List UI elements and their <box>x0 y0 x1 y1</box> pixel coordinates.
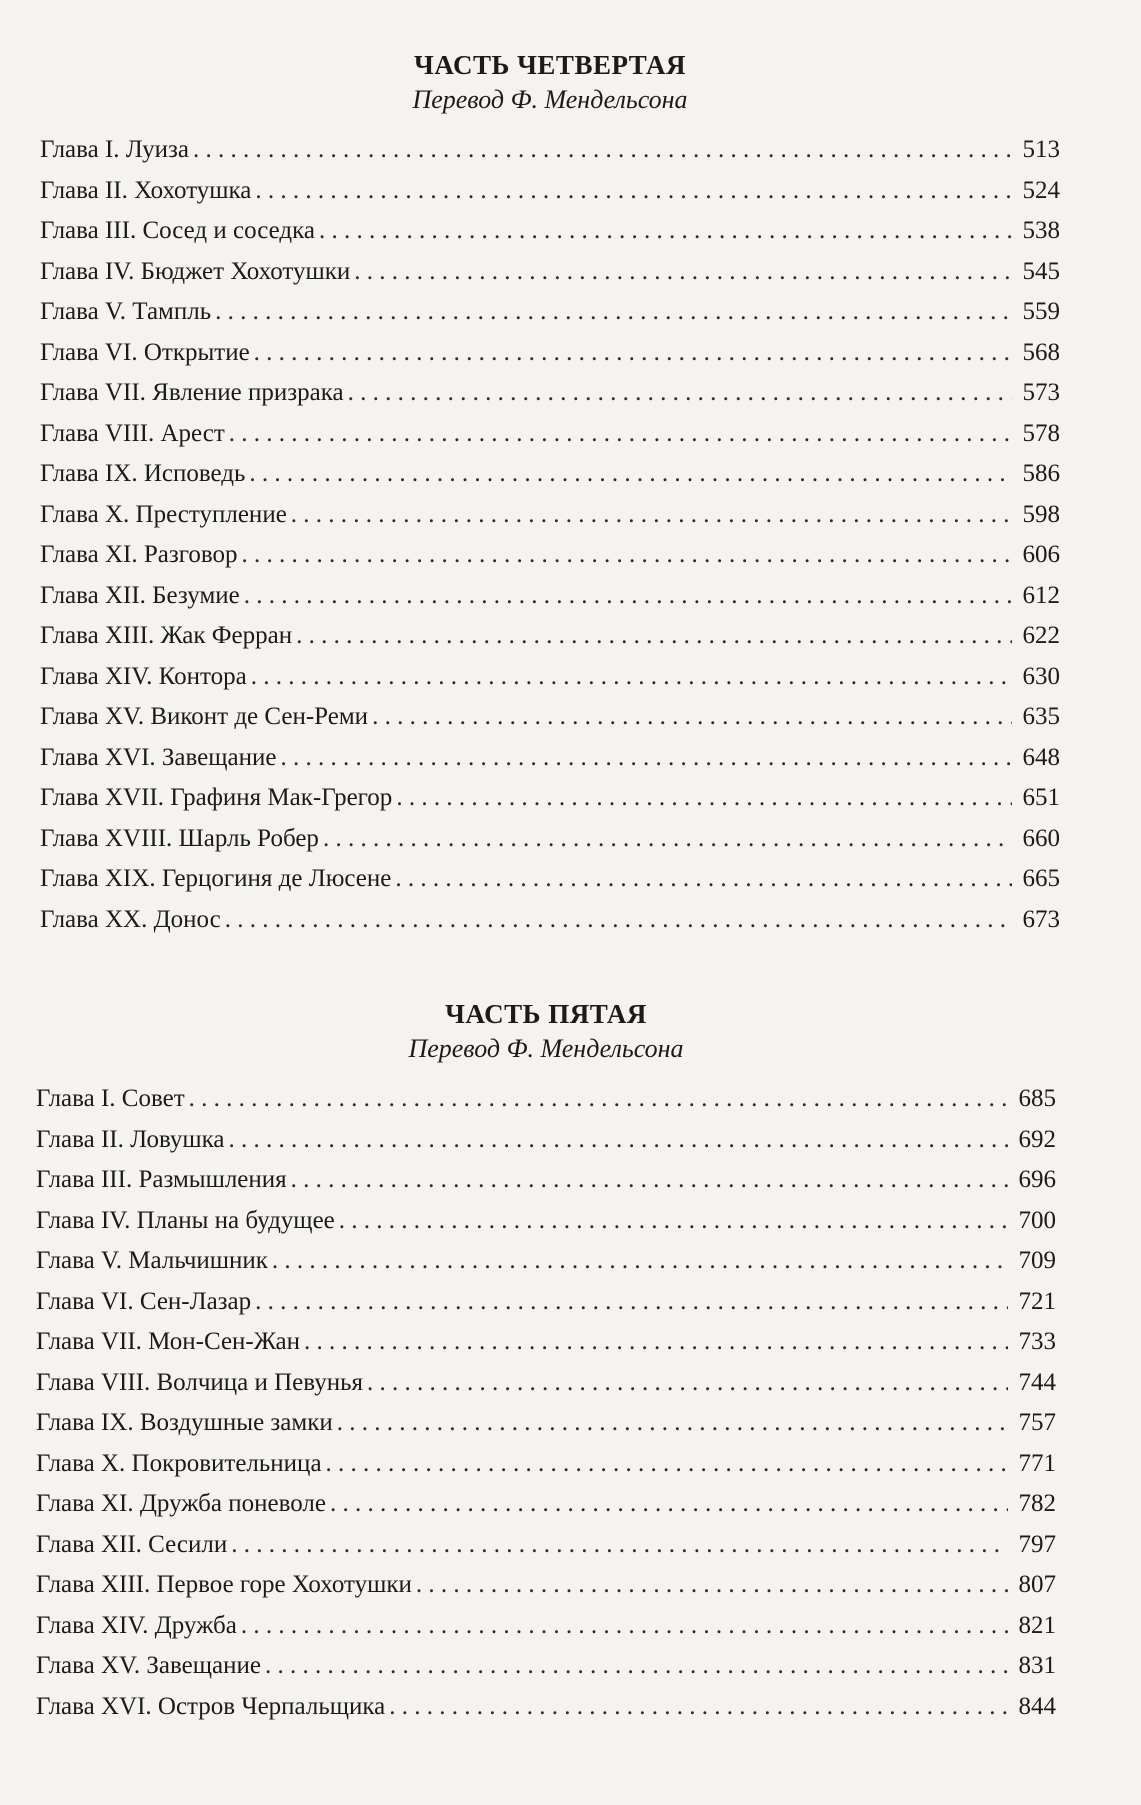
page-number: 757 <box>1018 1409 1056 1436</box>
chapter-title: Глава I. Луиза <box>40 136 189 163</box>
chapter-title: Глава XIV. Контора <box>40 662 247 690</box>
page-number: 545 <box>1022 257 1060 285</box>
page-number: 685 <box>1018 1085 1056 1112</box>
toc-entry <box>36 1565 1056 1606</box>
page-number: 665 <box>1022 865 1060 892</box>
chapter-title: Глава II. Ловушка <box>36 1125 225 1153</box>
chapter-title: Глава VI. Открытие <box>40 338 250 366</box>
toc-entry <box>40 171 1060 212</box>
toc-entry <box>40 454 1060 495</box>
toc-entry <box>36 1444 1056 1485</box>
dot-leader <box>304 1322 1008 1363</box>
dot-leader <box>265 1646 1008 1687</box>
toc-entry <box>40 657 1060 698</box>
part-translator: Перевод Ф. Мендельсона <box>408 1034 684 1063</box>
page-number: 709 <box>1018 1247 1056 1274</box>
dot-leader <box>395 859 1012 900</box>
chapter-title: Глава XVI. Завещание <box>40 743 277 771</box>
page-number: 573 <box>1022 379 1060 406</box>
page-number: 630 <box>1022 662 1060 690</box>
chapter-title: Глава IX. Исповедь <box>40 460 246 487</box>
dot-leader <box>291 495 1012 536</box>
chapter-title: Глава V. Мальчишник <box>36 1247 268 1274</box>
toc-entry <box>40 778 1060 819</box>
toc-entry <box>40 252 1060 293</box>
chapter-title: Глава VIII. Арест <box>40 419 225 447</box>
page-number: 622 <box>1022 622 1060 649</box>
page-number: 586 <box>1022 460 1060 487</box>
chapter-title: Глава XX. Донос <box>40 905 221 933</box>
dot-leader <box>225 900 1012 941</box>
chapter-title: Глава III. Сосед и соседка <box>40 217 315 244</box>
part-title: ЧАСТЬ ЧЕТВЕРТАЯ <box>414 50 686 80</box>
chapter-title: Глава XIX. Герцогиня де Люсене <box>40 865 392 892</box>
toc-entry <box>36 1484 1056 1525</box>
chapter-title: Глава III. Размышления <box>36 1166 287 1193</box>
page-number: 733 <box>1018 1328 1056 1355</box>
toc-entry <box>40 333 1060 374</box>
page-number: 673 <box>1022 905 1060 933</box>
toc-entry <box>36 1525 1056 1566</box>
toc-entry <box>36 1282 1056 1323</box>
dot-leader <box>326 1444 1008 1485</box>
page-number: 700 <box>1018 1206 1056 1234</box>
toc-entry <box>40 576 1060 617</box>
toc-entry <box>40 738 1060 779</box>
chapter-title: Глава XI. Дружба поневоле <box>36 1490 326 1517</box>
chapter-title: Глава IV. Бюджет Хохотушки <box>40 257 351 285</box>
page-number: 844 <box>1018 1692 1056 1720</box>
chapter-title: Глава VII. Явление призрака <box>40 379 344 406</box>
page-number: 692 <box>1018 1125 1056 1153</box>
dot-leader <box>272 1241 1008 1282</box>
toc-entry <box>36 1201 1056 1242</box>
dot-leader <box>249 454 1012 495</box>
chapter-title: Глава XVIII. Шарль Робер <box>40 824 319 852</box>
page-number: 559 <box>1022 298 1060 325</box>
dot-leader <box>396 778 1012 819</box>
toc-entry <box>40 373 1060 414</box>
page-number: 635 <box>1022 703 1060 730</box>
toc-entry <box>40 859 1060 900</box>
dot-leader <box>193 130 1012 171</box>
toc-entry <box>36 1120 1056 1161</box>
chapter-list <box>40 130 1060 940</box>
page-number: 598 <box>1022 500 1060 528</box>
chapter-title: Глава VIII. Волчица и Певунья <box>36 1368 364 1396</box>
dot-leader <box>229 414 1012 455</box>
dot-leader <box>337 1403 1008 1444</box>
page-number: 651 <box>1022 784 1060 811</box>
toc-entry <box>40 414 1060 455</box>
chapter-title: Глава XII. Безумие <box>40 581 240 609</box>
dot-leader <box>189 1079 1008 1120</box>
dot-leader <box>367 1363 1008 1404</box>
toc-entry <box>40 130 1060 171</box>
page-number: 578 <box>1022 419 1060 447</box>
dot-leader <box>291 1160 1008 1201</box>
dot-leader <box>330 1484 1008 1525</box>
page-number: 538 <box>1022 217 1060 244</box>
page-number: 721 <box>1018 1287 1056 1315</box>
dot-leader <box>354 252 1012 293</box>
toc-entry <box>40 616 1060 657</box>
dot-leader <box>323 819 1012 860</box>
chapter-title: Глава X. Покровительница <box>36 1449 322 1477</box>
part-title: ЧАСТЬ ПЯТАЯ <box>445 999 647 1029</box>
toc-entry <box>36 1241 1056 1282</box>
page-number: 568 <box>1022 338 1060 366</box>
dot-leader <box>231 1525 1008 1566</box>
dot-leader <box>372 697 1012 738</box>
page-number: 513 <box>1022 136 1060 163</box>
chapter-title: Глава XII. Сесили <box>36 1530 228 1558</box>
chapter-title: Глава XIV. Дружба <box>36 1611 237 1639</box>
dot-leader <box>255 171 1012 212</box>
chapter-title: Глава XV. Виконт де Сен-Реми <box>40 703 369 730</box>
toc-entry <box>36 1606 1056 1647</box>
toc-entry <box>40 211 1060 252</box>
toc-entry <box>40 292 1060 333</box>
page-number: 782 <box>1018 1490 1056 1517</box>
chapter-title: Глава I. Совет <box>36 1085 185 1112</box>
dot-leader <box>296 616 1012 657</box>
page-number: 660 <box>1022 824 1060 852</box>
chapter-title: Глава V. Тампль <box>40 298 212 325</box>
chapter-title: Глава XIII. Жак Ферран <box>40 622 293 649</box>
toc-entry <box>36 1646 1056 1687</box>
toc-entry <box>36 1160 1056 1201</box>
toc-entry <box>36 1363 1056 1404</box>
page-number: 821 <box>1018 1611 1056 1639</box>
page-number: 606 <box>1022 541 1060 568</box>
dot-leader <box>280 738 1012 779</box>
chapter-title: Глава IV. Планы на будущее <box>36 1206 335 1234</box>
page-number: 771 <box>1018 1449 1056 1477</box>
chapter-title: Глава VII. Мон-Сен-Жан <box>36 1328 301 1355</box>
chapter-list <box>36 1079 1056 1727</box>
page-number: 612 <box>1022 581 1060 609</box>
toc-entry <box>36 1687 1056 1728</box>
page-number: 696 <box>1018 1166 1056 1193</box>
toc-entry <box>40 697 1060 738</box>
chapter-title: Глава VI. Сен-Лазар <box>36 1287 252 1315</box>
dot-leader <box>339 1201 1008 1242</box>
chapter-title: Глава XI. Разговор <box>40 541 238 568</box>
dot-leader <box>242 535 1013 576</box>
chapter-title: Глава X. Преступление <box>40 500 287 528</box>
dot-leader <box>215 292 1012 333</box>
toc-entry <box>36 1322 1056 1363</box>
toc-entry <box>40 900 1060 941</box>
dot-leader <box>241 1606 1008 1647</box>
chapter-title: Глава XVI. Остров Черпальщика <box>36 1692 386 1720</box>
toc-entry <box>40 535 1060 576</box>
dot-leader <box>251 657 1012 698</box>
toc-entry <box>36 1403 1056 1444</box>
dot-leader <box>416 1565 1008 1606</box>
page-number: 797 <box>1018 1530 1056 1558</box>
toc-entry <box>36 1079 1056 1120</box>
chapter-title: Глава IX. Воздушные замки <box>36 1409 333 1436</box>
dot-leader <box>389 1687 1008 1728</box>
dot-leader <box>229 1120 1008 1161</box>
dot-leader <box>254 333 1012 374</box>
page-number: 744 <box>1018 1368 1056 1396</box>
dot-leader <box>244 576 1012 617</box>
toc-entry <box>40 819 1060 860</box>
page-number: 524 <box>1022 176 1060 204</box>
part-five <box>36 997 1056 1727</box>
page-number: 648 <box>1022 743 1060 771</box>
page-number: 831 <box>1018 1652 1056 1679</box>
dot-leader <box>348 373 1012 414</box>
part-translator: Перевод Ф. Мендельсона <box>412 85 688 114</box>
page-number: 807 <box>1018 1571 1056 1598</box>
dot-leader <box>319 211 1012 252</box>
chapter-title: Глава XVII. Графиня Мак-Грегор <box>40 784 393 811</box>
part-four <box>40 48 1060 940</box>
chapter-title: Глава XIII. Первое горе Хохотушки <box>36 1571 412 1598</box>
toc-entry <box>40 495 1060 536</box>
chapter-title: Глава XV. Завещание <box>36 1652 261 1679</box>
chapter-title: Глава II. Хохотушка <box>40 176 252 204</box>
dot-leader <box>255 1282 1008 1323</box>
